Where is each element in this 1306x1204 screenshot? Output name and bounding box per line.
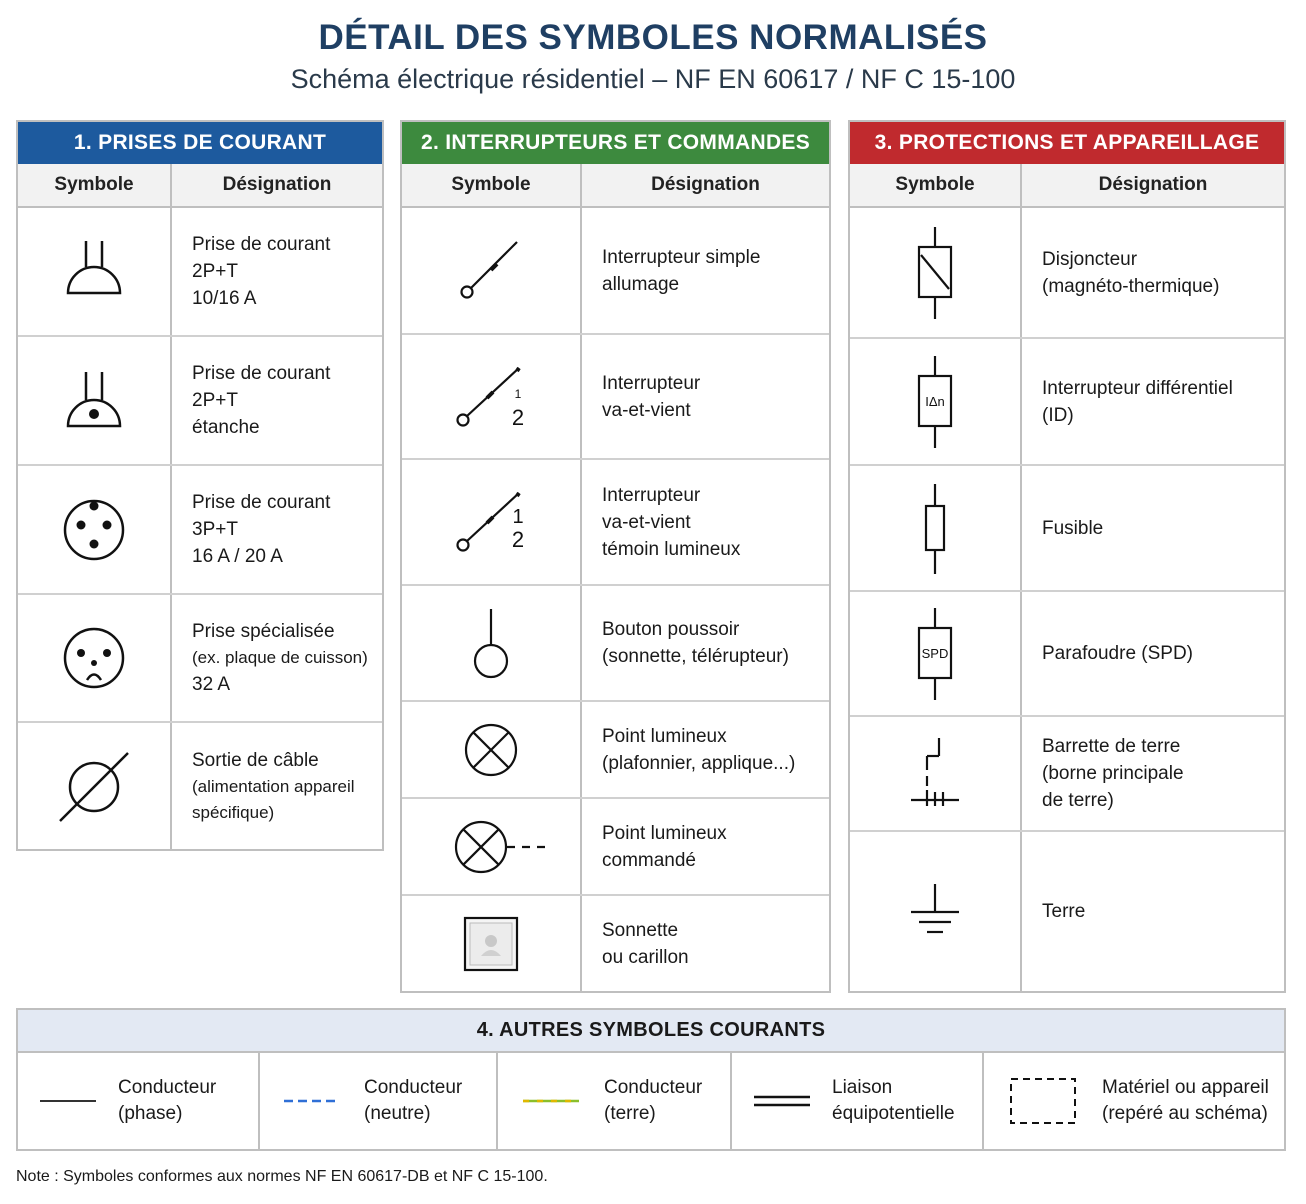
panel-protections	[848, 120, 1286, 993]
row-designation: Terre	[1042, 901, 1086, 922]
row-designation: Point lumineux (plafonnier, applique...)	[602, 725, 796, 774]
column-symbol: Symbole	[402, 164, 582, 206]
footnote: Note : Symboles conformes aux normes NF EN 60617-DB et NF C 15-100.	[16, 1168, 548, 1185]
legend-label: Conducteur (neutre)	[364, 1077, 463, 1124]
equipotential-bond-icon	[732, 1094, 832, 1108]
column-header	[18, 164, 382, 208]
table-row	[402, 799, 829, 896]
page-subtitle: Schéma électrique résidentiel – NF EN 60617 / NF C 15-100	[290, 64, 1016, 94]
two-way-switch-indicator-icon	[402, 460, 582, 584]
socket-3p-t-icon	[18, 466, 172, 593]
row-designation: Fusible	[1042, 517, 1104, 539]
page-title: DÉTAIL DES SYMBOLES NORMALISÉS	[318, 18, 988, 57]
table-row	[18, 466, 382, 595]
controlled-light-point-icon	[402, 799, 582, 894]
row-designation: Barrette de terre (borne principale de terre)	[1042, 736, 1184, 811]
table-row	[850, 717, 1284, 832]
legend-item	[732, 1053, 984, 1149]
row-designation: Interrupteur va-et-vient	[602, 372, 701, 421]
table-row	[850, 466, 1284, 592]
column-designation: Désignation	[651, 174, 760, 195]
row-designation: Interrupteur simple allumage	[602, 246, 761, 295]
panel-title: 2. INTERRUPTEURS ET COMMANDES	[402, 122, 829, 164]
row-designation: Sonnette ou carillon	[602, 919, 689, 968]
table-row	[850, 832, 1284, 991]
socket-2p-t-icon	[18, 208, 172, 335]
table-row	[402, 460, 829, 586]
socket-waterproof-icon	[18, 337, 172, 464]
table-row	[402, 208, 829, 335]
panel-title: 3. PROTECTIONS ET APPAREILLAGE	[850, 122, 1284, 164]
fuse-icon	[850, 466, 1022, 590]
earth-icon	[850, 832, 1022, 991]
legend-label: Liaison équipotentielle	[832, 1077, 955, 1124]
panel-title: 4. AUTRES SYMBOLES COURANTS	[18, 1010, 1284, 1053]
panel-other-symbols	[16, 1008, 1286, 1151]
table-row	[850, 339, 1284, 466]
column-symbol: Symbole	[18, 164, 172, 206]
equipment-box-icon	[984, 1076, 1102, 1126]
panel-switches	[400, 120, 831, 993]
pole-label: 1	[514, 386, 522, 401]
table-row	[850, 592, 1284, 717]
column-header	[850, 164, 1284, 208]
surge-protector-icon	[850, 592, 1022, 715]
circuit-breaker-icon	[850, 208, 1022, 337]
table-row	[18, 337, 382, 466]
column-designation: Désignation	[1098, 174, 1208, 195]
row-designation: Prise de courant 2P+T étanche	[192, 363, 331, 438]
table-row	[18, 723, 382, 850]
pole-label: 2	[511, 527, 525, 552]
legend-label: Conducteur (phase)	[118, 1077, 217, 1124]
table-row	[850, 208, 1284, 339]
legend-item	[984, 1053, 1284, 1149]
row-designation: Disjoncteur (magnéto-thermique)	[1042, 248, 1220, 297]
legend-item	[498, 1053, 732, 1149]
row-designation: Bouton poussoir (sonnette, télérupteur)	[602, 619, 789, 667]
table-row	[402, 586, 829, 702]
table-row	[18, 595, 382, 723]
column-header	[402, 164, 829, 208]
row-designation: Prise de courant 2P+T 10/16 A	[192, 234, 331, 309]
legend-item	[18, 1053, 260, 1149]
row-designation: Interrupteur différentiel (ID)	[1042, 377, 1233, 426]
panel-sockets	[16, 120, 384, 851]
pole-label: 2	[511, 404, 525, 430]
row-designation: Interrupteur va-et-vient témoin lumineux	[602, 484, 741, 560]
push-button-icon	[402, 586, 582, 700]
doorbell-icon	[402, 896, 582, 991]
row-designation: Sortie de câble (alimentation appareil spécifique)	[192, 750, 355, 822]
neutral-conductor-icon	[260, 1098, 364, 1104]
row-designation: Prise de courant 3P+T 16 A / 20 A	[192, 492, 331, 567]
legend-label: Conducteur (terre)	[604, 1077, 703, 1124]
column-designation: Désignation	[222, 174, 332, 195]
row-designation: Parafoudre (SPD)	[1042, 643, 1194, 664]
cable-outlet-icon	[18, 723, 172, 850]
phase-conductor-icon	[18, 1098, 118, 1104]
panel-title: 1. PRISES DE COURANT	[18, 122, 382, 164]
column-symbol: Symbole	[850, 164, 1022, 206]
pole-label: 1	[512, 506, 524, 528]
light-point-icon	[402, 702, 582, 797]
table-row	[18, 208, 382, 337]
two-way-switch-icon	[402, 335, 582, 458]
spd-label: SPD	[921, 645, 949, 661]
legend-label: Matériel ou appareil (repéré au schéma)	[1102, 1077, 1269, 1124]
table-row	[402, 896, 829, 991]
rcd-label: IΔn	[925, 393, 945, 409]
row-designation: Point lumineux commandé	[602, 822, 727, 871]
table-row	[402, 335, 829, 460]
rcd-switch-icon	[850, 339, 1022, 464]
earth-bar-icon	[850, 717, 1022, 830]
legend-item	[260, 1053, 498, 1149]
single-switch-icon	[402, 208, 582, 333]
table-row	[402, 702, 829, 799]
specialized-socket-icon	[18, 595, 172, 721]
earth-conductor-icon	[498, 1098, 604, 1104]
row-designation: Prise spécialisée (ex. plaque de cuisson) 32 A	[192, 621, 368, 695]
